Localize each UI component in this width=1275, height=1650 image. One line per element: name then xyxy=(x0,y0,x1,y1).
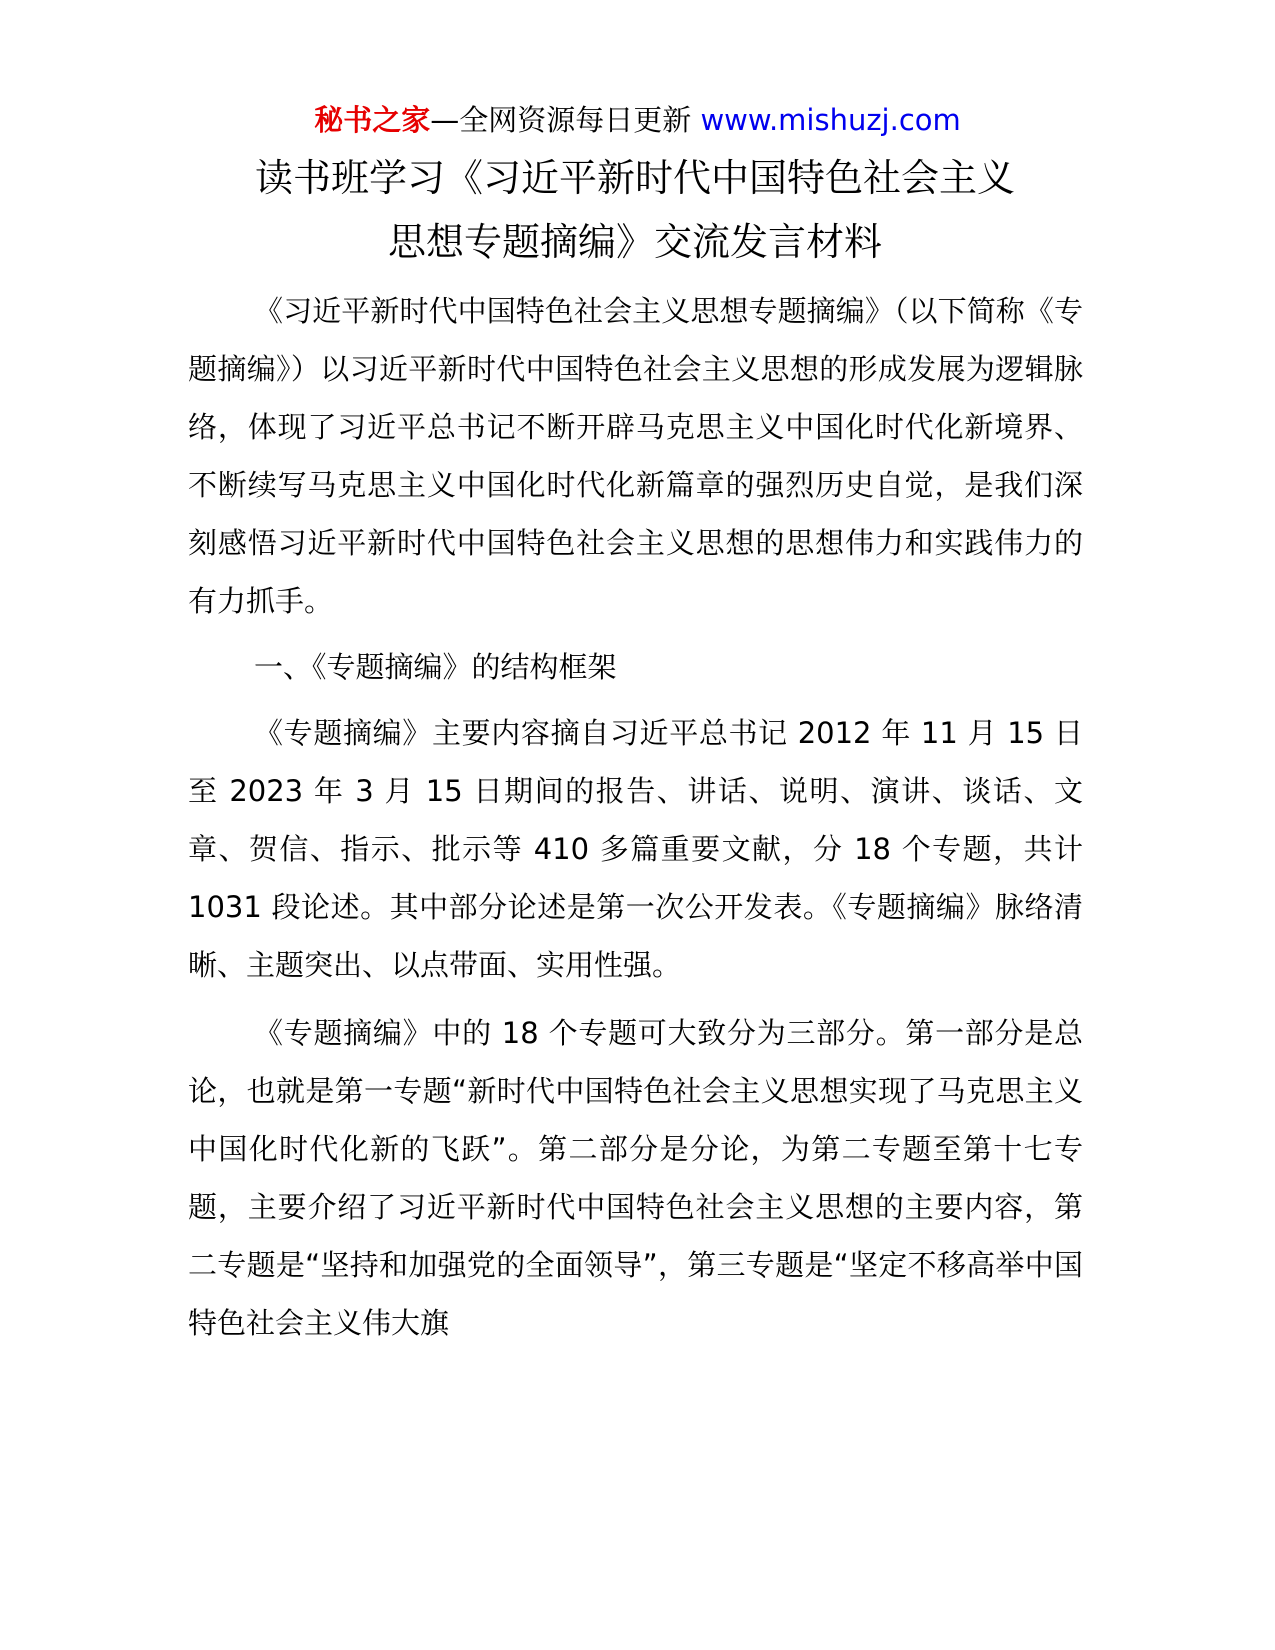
paragraph-structure: 《专题摘编》主要内容摘自习近平总书记 2012 年 11 月 15 日至 2023 年 3 月 15 日期间的报告、讲话、说明、演讲、谈话、文章、贺信、指示、批示等 410 多篇重要文献，分 18 个专题，共计 1031 段论述。其中部分论述是第一次公开发表。《专题摘编》脉络清晰、主题突出、以点带面、实用性强。 xyxy=(188,716,1083,982)
section-heading-1: 一、《专题摘编》的结构框架 xyxy=(254,650,617,684)
site-url-link[interactable]: www.mishuzj.com xyxy=(700,103,961,137)
brand-name: 秘书之家 xyxy=(314,103,431,137)
title-line-2: 思想专题摘编》交流发言材料 xyxy=(387,220,882,264)
title-line-1: 读书班学习《习近平新时代中国特色社会主义 xyxy=(254,156,1015,200)
page-header xyxy=(0,100,1275,140)
header-tagline: —全网资源每日更新 xyxy=(430,103,692,137)
paragraph-intro: 《习近平新时代中国特色社会主义思想专题摘编》（以下简称《专题摘编》）以习近平新时代中国特色社会主义思想的形成发展为逻辑脉络，体现了习近平总书记不断开辟马克思主义中国化时代化新境界、不断续写马克思主义中国化时代化新篇章的强烈历史自觉，是我们深刻感悟习近平新时代中国特色社会主义思想的思想伟力和实践伟力的有力抓手。 xyxy=(188,294,1083,618)
document-title xyxy=(185,146,1085,274)
document-body xyxy=(188,282,1083,1362)
paragraph-topics: 《专题摘编》中的 18 个专题可大致分为三部分。第一部分是总论，也就是第一专题“新时代中国特色社会主义思想实现了马克思主义中国化时代化新的飞跃”。第二部分是分论，为第二专题至第十七专题，主要介绍了习近平新时代中国特色社会主义思想的主要内容，第二专题是“坚持和加强党的全面领导”，第三专题是“坚定不移高举中国特色社会主义伟大旗 xyxy=(188,1016,1083,1340)
